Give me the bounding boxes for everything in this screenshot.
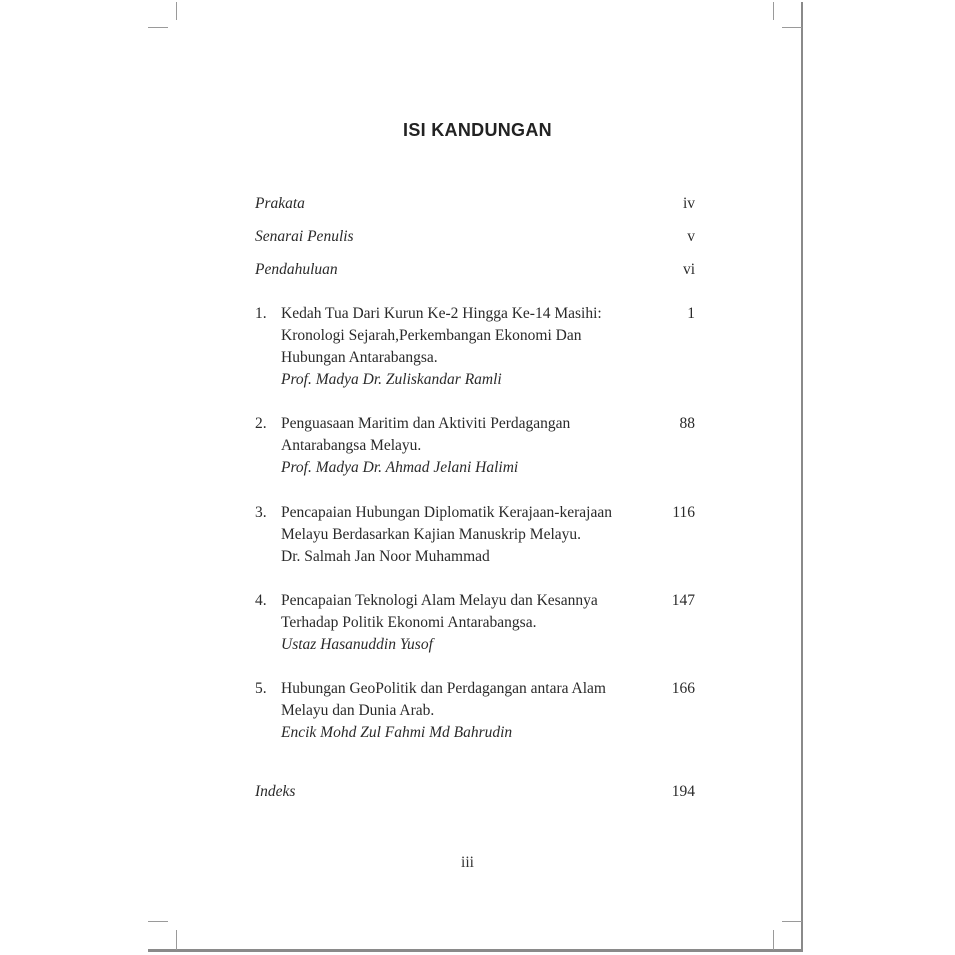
- toc-entry-label: Indeks: [255, 783, 296, 800]
- crop-mark-top-right-h: [782, 27, 802, 28]
- chapter-title-line: Pencapaian Hubungan Diplomatik Kerajaan-kerajaan: [281, 504, 612, 521]
- crop-mark-top-right-v: [773, 2, 774, 20]
- toc-page-number: 116: [672, 504, 695, 521]
- toc-entry-label: Pendahuluan: [255, 261, 338, 278]
- page-folio: iii: [461, 854, 474, 871]
- chapter-title-line: Penguasaan Maritim dan Aktiviti Perdagangan: [281, 415, 571, 432]
- chapter-number: 4.: [255, 592, 267, 609]
- crop-mark-bottom-right-h: [782, 921, 802, 922]
- toc-entry-label: Prakata: [255, 195, 305, 212]
- toc-entry-indeks[interactable]: [255, 781, 695, 803]
- toc-page-number: 88: [679, 415, 695, 432]
- crop-mark-top-left-h: [148, 27, 168, 28]
- crop-mark-top-left-v: [176, 2, 177, 20]
- page-title: ISI KANDUNGAN: [403, 120, 552, 140]
- chapter-author: Prof. Madya Dr. Ahmad Jelani Halimi: [281, 459, 519, 476]
- chapter-title-line: Antarabangsa Melayu.: [281, 437, 422, 454]
- chapter-title-line: Melayu Berdasarkan Kajian Manuskrip Melayu.: [281, 526, 582, 543]
- toc-page-number: 194: [671, 783, 695, 800]
- toc-chapter-2[interactable]: [255, 413, 695, 479]
- toc-page-number: 147: [671, 592, 695, 609]
- toc-chapter-4[interactable]: [255, 590, 695, 656]
- crop-mark-bottom-right-v: [773, 930, 774, 950]
- chapter-author: Prof. Madya Dr. Zuliskandar Ramli: [281, 371, 502, 388]
- toc-chapter-1[interactable]: [255, 303, 695, 391]
- toc-chapter-5[interactable]: [255, 678, 695, 744]
- chapter-title-line: Melayu dan Dunia Arab.: [281, 702, 435, 719]
- toc-page-number: 1: [687, 305, 695, 322]
- chapter-author: Dr. Salmah Jan Noor Muhammad: [281, 548, 490, 565]
- crop-mark-bottom-left-v: [176, 930, 177, 950]
- chapter-title-line: Kedah Tua Dari Kurun Ke-2 Hingga Ke-14 Masihi:: [281, 305, 602, 322]
- chapter-title-line: Kronologi Sejarah,Perkembangan Ekonomi Dan: [281, 327, 582, 344]
- toc-chapter-3[interactable]: [255, 502, 695, 568]
- chapter-number: 5.: [255, 680, 267, 697]
- toc-entry-label: Senarai Penulis: [255, 228, 354, 245]
- chapter-title-line: Terhadap Politik Ekonomi Antarabangsa.: [281, 614, 537, 631]
- toc-page-number: vi: [682, 261, 695, 278]
- chapter-author: Ustaz Hasanuddin Yusof: [281, 636, 433, 653]
- chapter-number: 3.: [255, 504, 267, 521]
- chapter-number: 2.: [255, 415, 267, 432]
- toc-page-number: iv: [682, 195, 695, 212]
- chapter-title-line: Hubungan Antarabangsa.: [281, 349, 438, 366]
- toc-entry-pendahuluan[interactable]: [255, 259, 695, 281]
- chapter-number: 1.: [255, 305, 267, 322]
- chapter-title-line: Pencapaian Teknologi Alam Melayu dan Kesannya: [281, 592, 598, 609]
- crop-mark-bottom-left-h: [148, 921, 168, 922]
- toc-entry-senarai-penulis[interactable]: [255, 226, 695, 248]
- chapter-title-line: Hubungan GeoPolitik dan Perdagangan antara Alam: [281, 680, 606, 697]
- chapter-author: Encik Mohd Zul Fahmi Md Bahrudin: [281, 724, 513, 741]
- toc-page-number: 166: [671, 680, 695, 697]
- toc-page-number: v: [687, 228, 695, 245]
- toc-entry-prakata[interactable]: [255, 193, 695, 215]
